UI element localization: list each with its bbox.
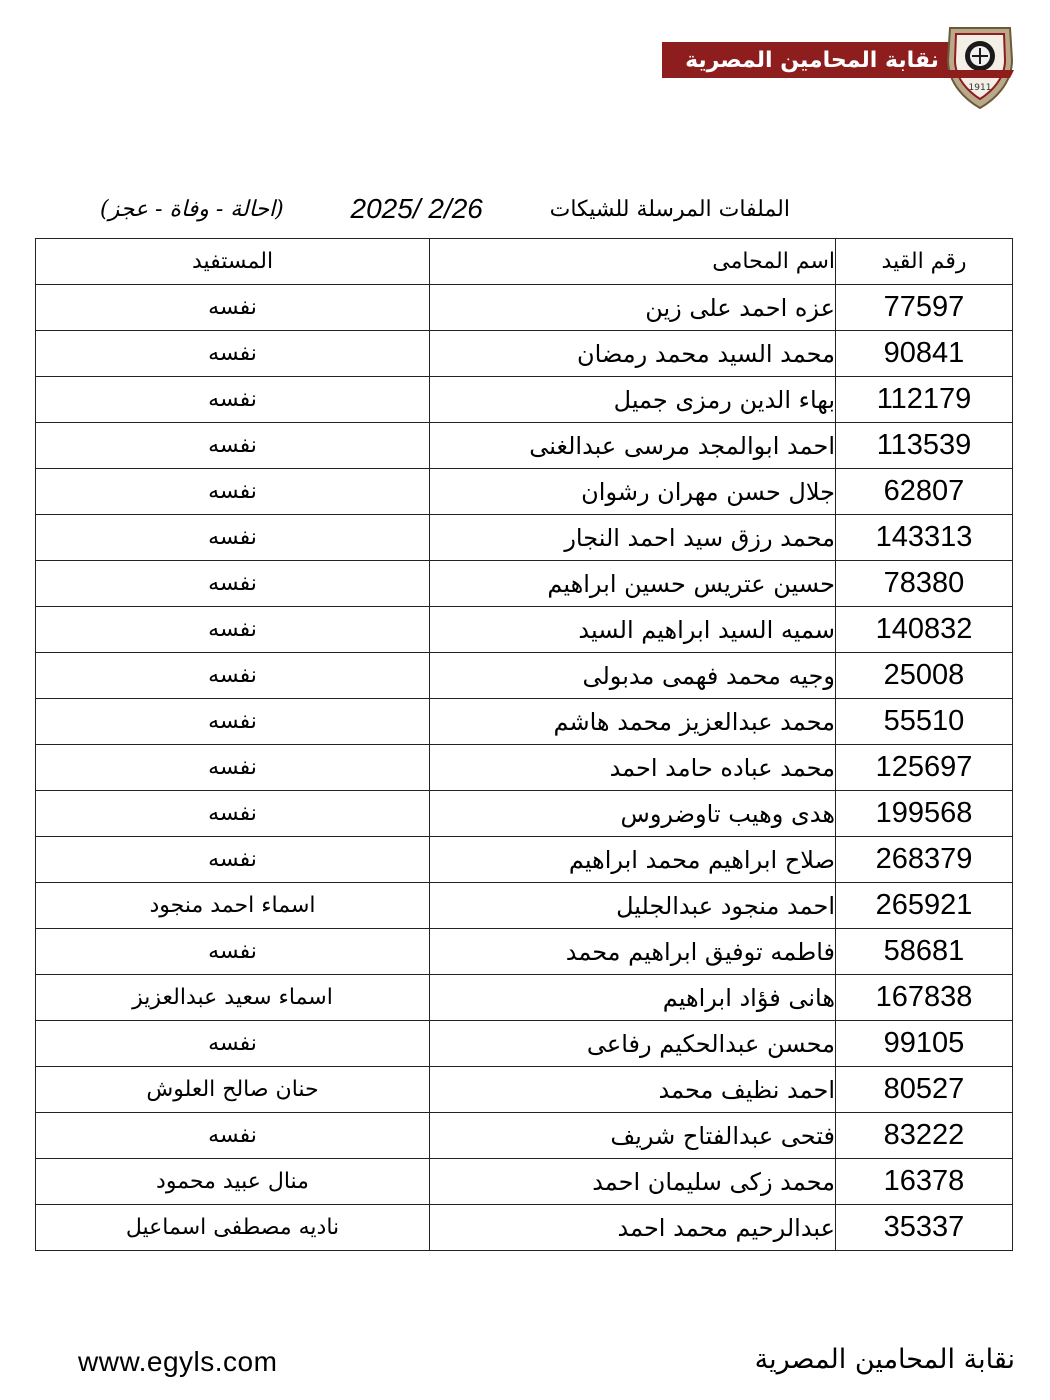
table-row (36, 561, 1013, 607)
table-row (36, 285, 1013, 331)
cell-beneficiary: نفسه (36, 929, 430, 975)
table-row (36, 1067, 1013, 1113)
table-row (36, 423, 1013, 469)
table-row (36, 469, 1013, 515)
cell-beneficiary: اسماء سعيد عبدالعزيز (36, 975, 430, 1021)
cell-beneficiary: نفسه (36, 423, 430, 469)
cell-code: 143313 (836, 515, 1013, 561)
cell-code: 265921 (836, 883, 1013, 929)
cell-beneficiary: منال عبيد محمود (36, 1159, 430, 1205)
cell-code: 140832 (836, 607, 1013, 653)
cell-name: فاطمه توفيق ابراهيم محمد (430, 929, 836, 975)
table-row (36, 1159, 1013, 1205)
table-row (36, 745, 1013, 791)
cell-name: احمد منجود عبدالجليل (430, 883, 836, 929)
table-row (36, 1113, 1013, 1159)
cell-code: 112179 (836, 377, 1013, 423)
cell-code: 77597 (836, 285, 1013, 331)
cell-name: احمد نظيف محمد (430, 1067, 836, 1113)
table-row (36, 377, 1013, 423)
cell-beneficiary: نفسه (36, 285, 430, 331)
cell-name: هانى فؤاد ابراهيم (430, 975, 836, 1021)
cell-code: 55510 (836, 699, 1013, 745)
cell-code: 167838 (836, 975, 1013, 1021)
cell-code: 62807 (836, 469, 1013, 515)
cell-beneficiary: اسماء احمد منجود (36, 883, 430, 929)
cell-beneficiary: نفسه (36, 699, 430, 745)
cell-beneficiary: نفسه (36, 515, 430, 561)
cell-name: عبدالرحيم محمد احمد (430, 1205, 836, 1251)
cell-code: 268379 (836, 837, 1013, 883)
footer-org-name: نقابة المحامين المصرية (754, 1344, 1015, 1375)
cell-name: محسن عبدالحكيم رفاعى (430, 1021, 836, 1067)
document-subtitle (100, 188, 790, 230)
table-row (36, 837, 1013, 883)
cell-code: 113539 (836, 423, 1013, 469)
cell-name: وجيه محمد فهمى مدبولى (430, 653, 836, 699)
cell-beneficiary: نفسه (36, 561, 430, 607)
table-row (36, 929, 1013, 975)
cell-name: محمد عباده حامد احمد (430, 745, 836, 791)
cell-code: 78380 (836, 561, 1013, 607)
table-row (36, 607, 1013, 653)
cell-beneficiary: نفسه (36, 653, 430, 699)
cell-beneficiary: نفسه (36, 837, 430, 883)
header-code: رقم القيد (836, 239, 1013, 285)
records-table (35, 238, 1013, 1251)
cell-code: 90841 (836, 331, 1013, 377)
document-title: الملفات المرسلة للشيكات (549, 196, 790, 222)
table-row (36, 975, 1013, 1021)
table-row (36, 791, 1013, 837)
cell-name: بهاء الدين رمزى جميل (430, 377, 836, 423)
syndicate-emblem-icon (942, 24, 1018, 110)
cell-code: 199568 (836, 791, 1013, 837)
header-beneficiary: المستفيد (36, 239, 430, 285)
cell-name: عزه احمد على زين (430, 285, 836, 331)
cell-code: 99105 (836, 1021, 1013, 1067)
cell-beneficiary: نفسه (36, 331, 430, 377)
cell-name: هدى وهيب تاوضروس (430, 791, 836, 837)
cell-code: 80527 (836, 1067, 1013, 1113)
header-logo (660, 24, 1020, 110)
cell-code: 16378 (836, 1159, 1013, 1205)
reasons-label: (احالة - وفاة - عجز) (100, 196, 284, 222)
org-name-banner: نقابة المحامين المصرية (662, 42, 962, 78)
emblem-year: 1911 (968, 83, 992, 93)
cell-beneficiary: نفسه (36, 1113, 430, 1159)
table-row (36, 1205, 1013, 1251)
cell-name: سميه السيد ابراهيم السيد (430, 607, 836, 653)
cell-name: محمد زكى سليمان احمد (430, 1159, 836, 1205)
cell-beneficiary: نفسه (36, 791, 430, 837)
header-name: اسم المحامى (430, 239, 836, 285)
cell-code: 83222 (836, 1113, 1013, 1159)
footer-url: www.egyls.com (78, 1346, 278, 1377)
cell-beneficiary: حنان صالح العلوش (36, 1067, 430, 1113)
table-header-row (36, 239, 1013, 285)
cell-beneficiary: نفسه (36, 1021, 430, 1067)
cell-code: 25008 (836, 653, 1013, 699)
cell-name: محمد عبدالعزيز محمد هاشم (430, 699, 836, 745)
cell-name: صلاح ابراهيم محمد ابراهيم (430, 837, 836, 883)
cell-name: فتحى عبدالفتاح شريف (430, 1113, 836, 1159)
table-row (36, 699, 1013, 745)
document-date: 2025/ 2/26 (350, 193, 483, 224)
table-row (36, 653, 1013, 699)
cell-beneficiary: نفسه (36, 745, 430, 791)
cell-beneficiary: نفسه (36, 377, 430, 423)
cell-name: احمد ابوالمجد مرسى عبدالغنى (430, 423, 836, 469)
cell-name: محمد رزق سيد احمد النجار (430, 515, 836, 561)
table-row (36, 515, 1013, 561)
table-row (36, 331, 1013, 377)
cell-beneficiary: نفسه (36, 469, 430, 515)
cell-name: محمد السيد محمد رمضان (430, 331, 836, 377)
cell-code: 125697 (836, 745, 1013, 791)
cell-name: جلال حسن مهران رشوان (430, 469, 836, 515)
table-row (36, 1021, 1013, 1067)
cell-beneficiary: ناديه مصطفى اسماعيل (36, 1205, 430, 1251)
cell-beneficiary: نفسه (36, 607, 430, 653)
cell-code: 58681 (836, 929, 1013, 975)
cell-code: 35337 (836, 1205, 1013, 1251)
table-row (36, 883, 1013, 929)
cell-name: حسين عتريس حسين ابراهيم (430, 561, 836, 607)
